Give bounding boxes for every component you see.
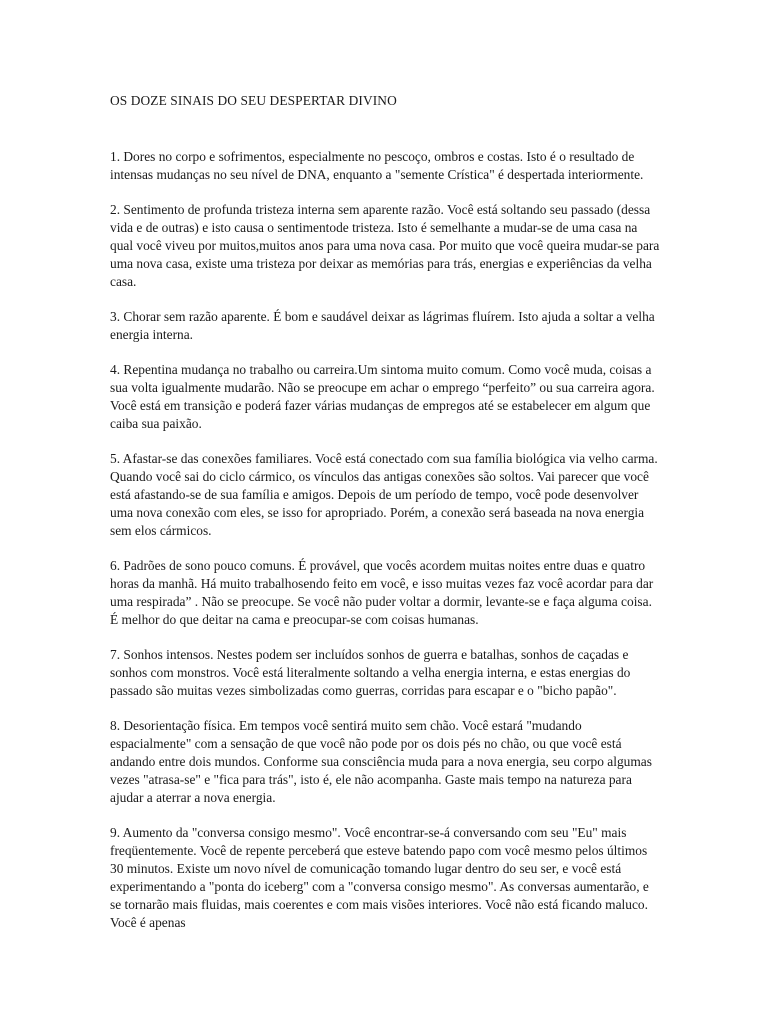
paragraph-5: 5. Afastar-se das conexões familiares. Você está conectado com sua família biológica via velho carma. Quando você sai do ciclo cármico, os vínculos das antigas conexões são soltos. Vai parecer que você está afastando-se de sua família e amigos. Depois de um período de tempo, você pode desenvolver uma nova conexão com eles, se isso for apropriado. Porém, a conexão será baseada na nova energia sem elos cármicos. (110, 451, 658, 538)
paragraph-6: 6. Padrões de sono pouco comuns. É provável, que vocês acordem muitas noites entre duas e quatro horas da manhã. Há muito trabalhosendo feito em você, e isso muitas vezes faz você acordar para dar uma respirada” . Não se preocupe. Se você não puder voltar a dormir, levante-se e faça alguma coisa. É melhor do que deitar na cama e preocupar-se com coisas humanas. (110, 558, 654, 627)
document-title: OS DOZE SINAIS DO SEU DESPERTAR DIVINO (110, 93, 397, 108)
paragraph-2: 2. Sentimento de profunda tristeza interna sem aparente razão. Você está soltando seu passado (dessa vida e de outras) e isto causa o sentimentode tristeza. Isto é semelhante a mudar-se de uma casa na qual você viveu por muitos,muitos anos para uma nova casa. Por muito que você queira mudar-se para uma nova casa, existe uma tristeza por deixar as memórias para trás, energias e experiências da velha casa. (110, 202, 660, 289)
document-body (110, 92, 662, 949)
paragraph-8: 8. Desorientação física. Em tempos você sentirá muito sem chão. Você estará "mudando espacialmente" com a sensação de que você não pode por os dois pés no chão, ou que você está andando entre dois mundos. Conforme sua consciência muda para a nova energia, seu corpo algumas vezes "atrasa-se" e "fica para trás", isto é, ele não acompanha. Gaste mais tempo na natureza para ajudar a aterrar a nova energia. (110, 718, 652, 805)
paragraph-3: 3. Chorar sem razão aparente. É bom e saudável deixar as lágrimas fluírem. Isto ajuda a soltar a velha energia interna. (110, 309, 655, 342)
paragraph-1: 1. Dores no corpo e sofrimentos, especialmente no pescoço, ombros e costas. Isto é o resultado de intensas mudanças no seu nível de DNA, enquanto a "semente Crística" é despertada interiormente. (110, 149, 644, 182)
paragraph-9: 9. Aumento da "conversa consigo mesmo". Você encontrar-se-á conversando com seu "Eu" mais freqüentemente. Você de repente perceberá que esteve batendo papo com você mesmo pelos últimos 30 minutos. Existe um novo nível de comunicação tomando lugar dentro do seu ser, e você está experimentando a "ponta do iceberg" com a "conversa consigo mesmo". As conversas aumentarão, e se tornarão mais fluidas, mais coerentes e com mais visões interiores. Você não está ficando maluco. Você é apenas (110, 825, 649, 930)
paragraph-4: 4. Repentina mudança no trabalho ou carreira.Um sintoma muito comum. Como você muda, coisas a sua volta igualmente mudarão. Não se preocupe em achar o emprego “perfeito” ou sua carreira agora. Você está em transição e poderá fazer várias mudanças de empregos até se estabelecer em algum que caiba sua paixão. (110, 362, 655, 431)
paragraph-7: 7. Sonhos intensos. Nestes podem ser incluídos sonhos de guerra e batalhas, sonhos de caçadas e sonhos com monstros. Você está literalmente soltando a velha energia interna, e estas energias do passado são muitas vezes simbolizadas como guerras, corridas para escapar e o "bicho papão". (110, 647, 631, 698)
